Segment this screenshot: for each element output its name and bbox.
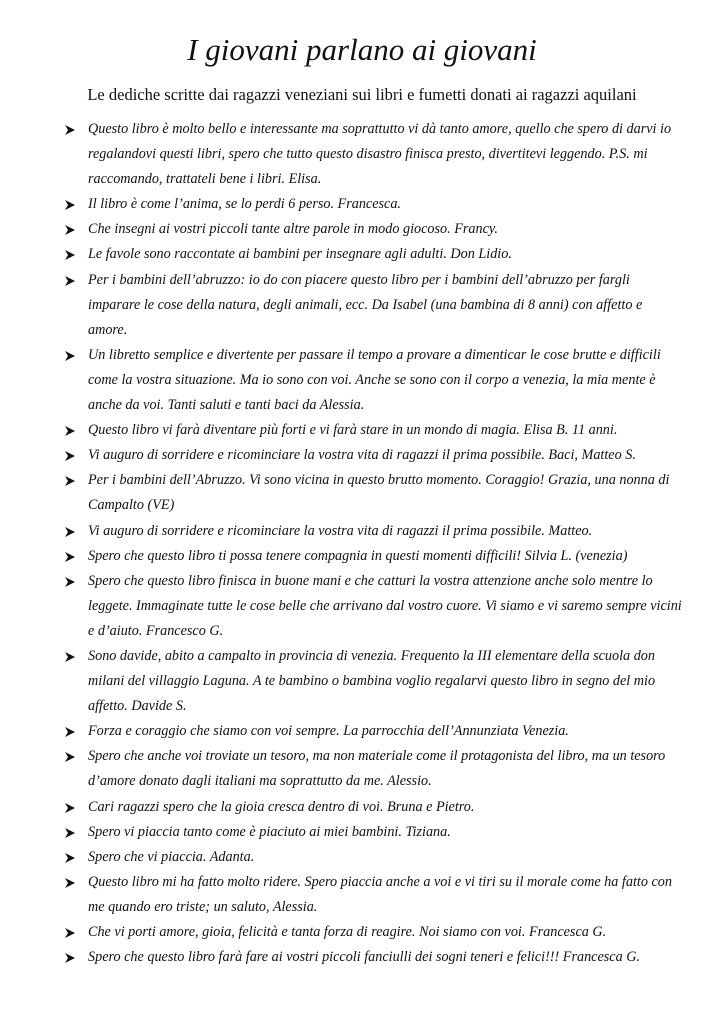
list-item — [64, 845, 684, 870]
list-item-text: Spero che questo libro finisca in buone mani e che catturi la vostra attenzione anche solo mentre lo leggete. Immaginate tutte le cose belle che arrivano dal vostro cuore. Vi siamo e vi saremo sempre vicini e d’aiuto. Francesco G. — [88, 572, 682, 639]
list-item-text: Le favole sono raccontate ai bambini per insegnare agli adulti. Don Lidio. — [88, 246, 512, 263]
arrowhead-bullet-icon — [64, 852, 76, 864]
list-item-text: Il libro è come l’anima, se lo perdi 6 perso. Francesca. — [88, 196, 401, 213]
arrowhead-bullet-icon — [64, 877, 76, 889]
list-item — [64, 217, 684, 242]
list-item — [64, 443, 684, 468]
list-item-text: Vi auguro di sorridere e ricominciare la vostra vita di ragazzi il prima possibile. Matteo. — [88, 522, 593, 539]
list-item — [64, 468, 684, 518]
list-item — [64, 117, 684, 192]
arrowhead-bullet-icon — [64, 124, 76, 136]
list-item-text: Cari ragazzi spero che la gioia cresca dentro di voi. Bruna e Pietro. — [88, 798, 475, 815]
list-item — [64, 945, 684, 970]
arrowhead-bullet-icon — [64, 526, 76, 538]
dediche-list — [64, 117, 684, 970]
list-item-text: Vi auguro di sorridere e ricominciare la vostra vita di ragazzi il prima possibile. Baci, Matteo S. — [88, 447, 636, 464]
arrowhead-bullet-icon — [64, 350, 76, 362]
list-item — [64, 268, 684, 343]
list-item — [64, 795, 684, 820]
list-item — [64, 719, 684, 744]
list-item-text: Che vi porti amore, gioia, felicità e tanta forza di reagire. Noi siamo con voi. Francesca G. — [88, 924, 607, 940]
list-item — [64, 870, 684, 920]
page-subtitle: Le dediche scritte dai ragazzi veneziani sui libri e fumetti donati ai ragazzi aquilani — [87, 85, 637, 104]
arrowhead-bullet-icon — [64, 726, 76, 738]
list-item-text: Che insegni ai vostri piccoli tante altre parole in modo giocoso. Francy. — [88, 221, 498, 238]
arrowhead-bullet-icon — [64, 927, 76, 939]
arrowhead-bullet-icon — [64, 802, 76, 814]
arrowhead-bullet-icon — [64, 751, 76, 763]
arrowhead-bullet-icon — [64, 827, 76, 839]
list-item — [64, 242, 684, 267]
list-item — [64, 343, 684, 418]
list-item — [64, 544, 684, 569]
list-item — [64, 644, 684, 719]
list-item-text: Spero che vi piaccia. Adanta. — [88, 848, 255, 865]
arrowhead-bullet-icon — [64, 576, 76, 588]
list-item-text: Spero che anche voi troviate un tesoro, ma non materiale come il protagonista del libro, ma un tesoro d’amore donato dagli italiani ma soprattutto da me. Alessio. — [88, 748, 666, 790]
arrowhead-bullet-icon — [64, 275, 76, 287]
list-item — [64, 519, 684, 544]
arrowhead-bullet-icon — [64, 475, 76, 487]
list-item — [64, 920, 684, 945]
arrowhead-bullet-icon — [64, 199, 76, 211]
list-item — [64, 569, 684, 644]
list-item-text: Un libretto semplice e divertente per passare il tempo a provare a dimenticar le cose brutte e difficili come la vostra situazione. Ma io sono con voi. Anche se sono con il corpo a venezia, la mia mente è anche da voi. Tanti saluti e tanti baci da Alessia. — [88, 346, 661, 414]
arrowhead-bullet-icon — [64, 450, 76, 462]
arrowhead-bullet-icon — [64, 651, 76, 663]
list-item — [64, 192, 684, 217]
list-item-text: Questo libro mi ha fatto molto ridere. Spero piaccia anche a voi e vi tiri su il morale come ha fatto con me quando ero triste; un saluto, Alessia. — [88, 873, 672, 915]
list-item-text: Per i bambini dell’abruzzo: io do con piacere questo libro per i bambini dell’abruzzo per fargli imparare le cose della natura, degli animali, ecc. Da Isabel (una bambina di 8 anni) con affetto e amore. — [88, 271, 643, 338]
list-item-text: Forza e coraggio che siamo con voi sempre. La parrocchia dell’Annunziata Venezia. — [88, 723, 569, 740]
arrowhead-bullet-icon — [64, 551, 76, 563]
list-item-text: Per i bambini dell’Abruzzo. Vi sono vicina in questo brutto momento. Coraggio! Grazia, una nonna di Campalto (VE) — [88, 472, 670, 514]
list-item-text: Spero vi piaccia tanto come è piaciuto ai miei bambini. Tiziana. — [88, 823, 451, 840]
list-item-text: Spero che questo libro farà fare ai vostri piccoli fanciulli dei sogni teneri e felici!!! Francesca G. — [88, 949, 641, 966]
arrowhead-bullet-icon — [64, 224, 76, 236]
page-title: I giovani parlano ai giovani — [187, 32, 537, 67]
list-item-text: Questo libro è molto bello e interessante ma soprattutto vi dà tanto amore, quello che spero di darvi io regalandovi questi libri, spero che tutto questo disastro finisca presto, divertitevi leggendo. P.S. mi raccomando, trattateli bene i libri. Elisa. — [88, 121, 672, 188]
list-item-text: Spero che questo libro ti possa tenere compagnia in questi momenti difficili! Silvia L. (venezia) — [88, 547, 628, 564]
list-item-text: Questo libro vi farà diventare più forti e vi farà stare in un mondo di magia. Elisa B. 11 anni. — [88, 422, 618, 439]
list-item — [64, 820, 684, 845]
arrowhead-bullet-icon — [64, 249, 76, 261]
list-item-text: Sono davide, abito a campalto in provincia di venezia. Frequento la III elementare della scuola don milani del villaggio Laguna. A te bambino o bambina voglio regalarvi questo libro in segno del mio affetto. Davide S. — [88, 647, 656, 715]
arrowhead-bullet-icon — [64, 425, 76, 437]
list-item — [64, 418, 684, 443]
arrowhead-bullet-icon — [64, 952, 76, 964]
list-item — [64, 744, 684, 794]
